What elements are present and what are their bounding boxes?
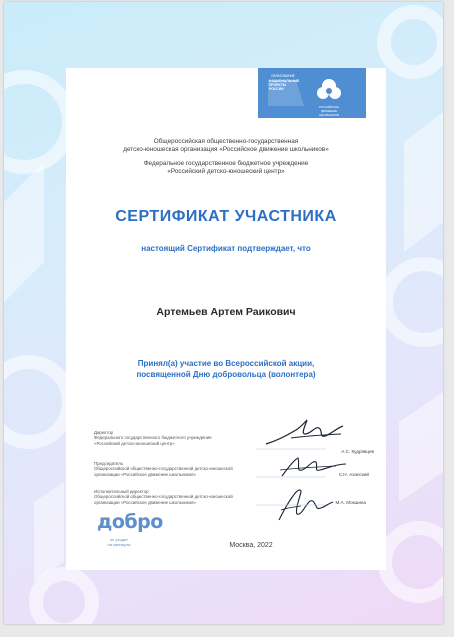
signatory-2-role-line-1: Председатель — [94, 461, 124, 466]
signatory-2-role-line-3: организации «Российское движение школьников» — [94, 471, 197, 477]
certificate-title: СЕРТИФИКАТ УЧАСТНИКА — [115, 208, 337, 225]
dobro-logo: добро — [97, 511, 163, 533]
place-and-year: Москва, 2022 — [229, 542, 273, 549]
organization-line-3: Федеральное государственное бюджетное учреждение — [143, 160, 309, 167]
signatory-1-role — [94, 430, 244, 446]
dobro-slogan-line-1: не уходит — [109, 537, 129, 542]
signatory-3-role-line-3: организации «Российское движение школьников» — [94, 499, 197, 505]
organization-line-4: «Российский детско-юношеский центр» — [167, 168, 285, 175]
participation-text — [66, 358, 386, 380]
certificate-subtitle: настоящий Сертификат подтверждает, что — [141, 244, 311, 253]
certificate-card — [66, 68, 386, 570]
dobro-slogan-line-2: на каникулы — [107, 541, 131, 547]
participation-line-2: посвященной Дню добровольца (волонтера) — [136, 370, 316, 379]
signatory-1-signature — [261, 416, 351, 450]
certificate-page — [4, 2, 443, 624]
organization-line-1: Общероссийская общественно-государственная — [153, 138, 299, 145]
signatory-3-name: М.А. Мокшина — [335, 500, 366, 505]
program-name-label: НАЦИОНАЛЬНЫЕ ПРОЕКТЫ РОССИИ — [269, 79, 300, 92]
signatory-1-role-line-1: Директор — [94, 430, 114, 435]
signatory-3-role — [94, 489, 244, 505]
rdsh-caption: РОССИЙСКОЕ ДВИЖЕНИЕ ШКОЛЬНИКОВ — [319, 105, 339, 117]
signatory-3-role-line-2: Общероссийской общественно-государственной детско-юношеской — [94, 494, 233, 500]
organization-line-2: детско-юношеская организация «Российское движение школьников» — [123, 146, 329, 153]
signatory-1-role-line-3: «Российский детско-юношеский центр» — [94, 440, 175, 446]
recipient-name: Артемьев Артем Раикович — [156, 306, 296, 318]
signatory-3-role-line-1: Исполнительный директор — [94, 489, 149, 494]
rdsh-logo-icon — [314, 76, 344, 108]
signatory-2-name: С.Н. Аханский — [338, 472, 369, 477]
signatory-1-role-line-2: Федерального государственного бюджетного учреждения — [94, 435, 212, 441]
program-small-label: ОБРАЗОВАНИЕ — [271, 74, 295, 78]
participation-line-1: Принял(а) участие во Всероссийской акции, — [137, 359, 315, 368]
signatory-2-role — [94, 461, 244, 477]
signatory-1-name: А.С. Кудрявцев — [341, 449, 374, 454]
header-logo-block — [258, 68, 366, 118]
signatory-2-role-line-2: Общероссийской общественно-государственной детско-юношеской — [94, 466, 233, 472]
